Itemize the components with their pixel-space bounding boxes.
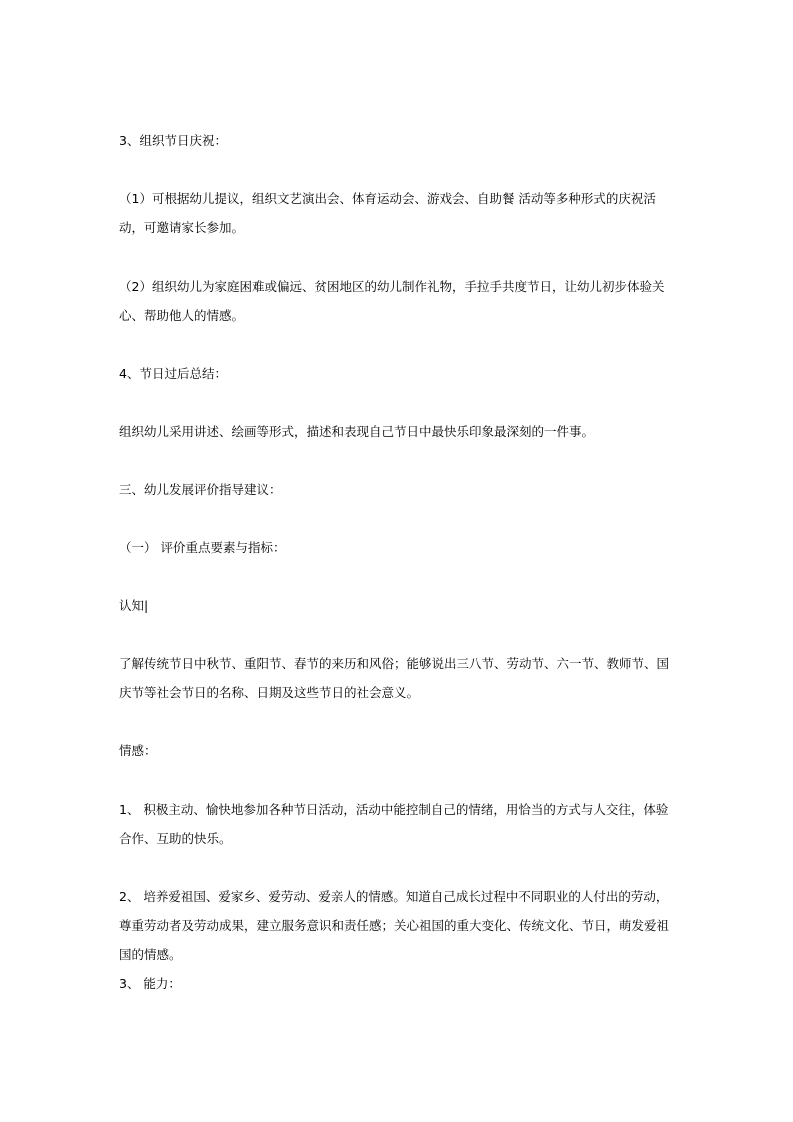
heading-ability: 3、 能力： xyxy=(119,976,181,991)
paragraph-emotion-2: 2、 培养爱祖国、爱家乡、爱劳动、爱亲人的情感。知道自己成长过程中不同职业的人付出的劳动，尊重劳动者及劳动成果，建立服务意识和责任感；关心祖国的重大变化、传统文化、节日，萌发爱祖国的情感。 xyxy=(119,889,670,962)
paragraph-celebration-activities: （1）可根据幼儿提议，组织文艺演出会、体育运动会、游戏会、自助餐 活动等多种形式的庆祝活动，可邀请家长参加。 xyxy=(119,191,656,235)
heading-cognition: 认知| xyxy=(119,598,149,613)
paragraph-summary-activity: 组织幼儿采用讲述、绘画等形式，描述和表现自己节日中最快乐印象最深刻的一件事。 xyxy=(119,424,595,439)
heading-festival-celebration: 3、组织节日庆祝： xyxy=(119,133,227,148)
heading-evaluation-elements: （一） 评价重点要素与指标： xyxy=(119,540,286,555)
heading-emotion: 情感： xyxy=(119,743,157,758)
heading-evaluation-guidance: 三、幼儿发展评价指导建议： xyxy=(119,482,282,497)
paragraph-emotion-1: 1、 积极主动、愉快地参加各种节日活动，活动中能控制自己的情绪，用恰当的方式与人交往，体验合作、互助的快乐。 xyxy=(119,802,669,846)
paragraph-cognition: 了解传统节日中秋节、重阳节、春节的来历和风俗；能够说出三八节、劳动节、六一节、教师节、国庆节等社会节日的名称、日期及这些节日的社会意义。 xyxy=(119,656,670,700)
heading-post-festival-summary: 4、节日过后总结： xyxy=(119,366,227,381)
paragraph-gift-making: （2）组织幼儿为家庭困难或偏远、贫困地区的幼儿制作礼物，手拉手共度节日，让幼儿初步体验关心、帮助他人的情感。 xyxy=(119,279,665,323)
